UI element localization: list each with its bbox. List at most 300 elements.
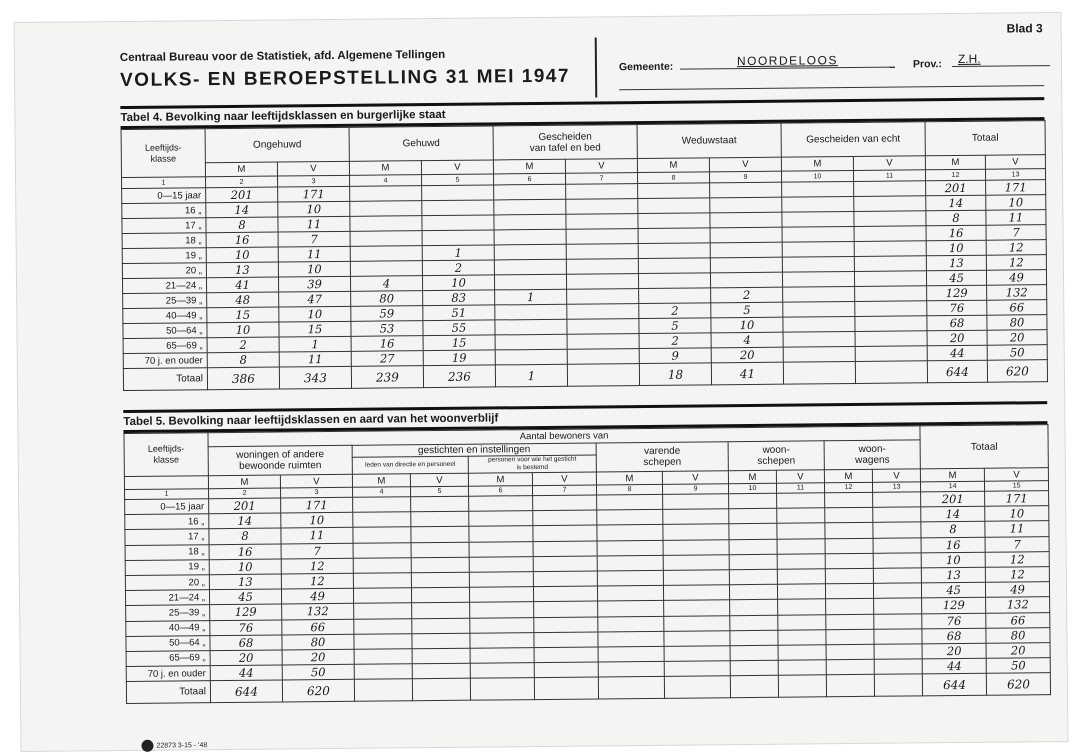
data-cell	[597, 510, 663, 526]
data-cell	[710, 227, 782, 243]
data-cell: 20	[282, 649, 354, 665]
data-cell	[597, 585, 663, 601]
age-class-label: 21—24 „	[125, 590, 209, 606]
data-cell	[854, 241, 926, 257]
data-cell	[854, 196, 926, 212]
data-cell	[534, 632, 598, 648]
table4-title: Tabel 4. Bevolking naar leeftijdsklassen en burgerlijke staat	[120, 108, 446, 125]
province-label: Prov.:	[912, 58, 943, 71]
data-cell: 49	[281, 588, 353, 604]
group-varende: varende schepen	[596, 442, 728, 472]
data-cell: 66	[282, 619, 354, 635]
data-cell: 201	[206, 187, 278, 203]
data-cell	[854, 226, 926, 242]
data-cell	[533, 510, 597, 526]
data-cell: 10	[711, 317, 783, 333]
data-cell: 129	[210, 604, 282, 620]
column-number: 13	[986, 169, 1046, 181]
sex-header: M	[781, 156, 853, 171]
data-cell	[782, 256, 854, 272]
data-cell	[782, 196, 854, 212]
total-cell	[874, 674, 922, 696]
data-cell: 13	[921, 567, 985, 583]
data-cell: 12	[281, 558, 353, 574]
sex-header: V	[709, 157, 781, 172]
column-number: 13	[872, 482, 920, 492]
data-cell: 80	[986, 627, 1050, 643]
sex-header: V	[872, 469, 920, 482]
table5-top-rule	[123, 401, 1047, 413]
data-cell: 45	[922, 582, 986, 598]
total-cell	[783, 361, 855, 384]
column-number: 4	[350, 175, 422, 187]
column-number: 6	[468, 486, 532, 497]
data-cell	[495, 319, 567, 335]
data-cell: 16	[206, 232, 278, 248]
data-cell: 53	[351, 321, 423, 337]
data-cell	[494, 229, 566, 245]
data-cell	[494, 184, 566, 200]
data-cell	[422, 185, 494, 201]
data-cell	[494, 199, 566, 215]
column-number: 14	[921, 481, 985, 492]
data-cell	[469, 587, 533, 603]
data-cell	[597, 540, 663, 556]
group-woonwagens: woon- wagens	[824, 440, 920, 470]
data-cell	[825, 553, 873, 569]
data-cell	[495, 349, 567, 365]
data-cell	[729, 524, 777, 540]
data-cell	[729, 554, 777, 570]
data-cell: 13	[926, 255, 986, 271]
age-class-label: 19 „	[122, 248, 206, 264]
data-cell: 10	[279, 306, 351, 322]
data-cell	[638, 243, 710, 259]
data-cell	[566, 199, 638, 215]
data-cell	[730, 600, 778, 616]
age-class-label: 40—49 „	[123, 308, 207, 324]
data-cell	[597, 525, 663, 541]
data-cell: 132	[986, 597, 1050, 613]
data-cell	[664, 630, 730, 646]
data-cell	[783, 286, 855, 302]
data-cell: 10	[207, 322, 279, 338]
data-cell	[854, 211, 926, 227]
data-cell: 49	[986, 270, 1046, 286]
data-cell	[639, 288, 711, 304]
data-cell: 171	[278, 186, 350, 202]
data-cell	[354, 664, 412, 680]
data-cell: 201	[926, 180, 986, 196]
data-cell: 1	[422, 245, 494, 261]
sex-header: M	[920, 468, 984, 482]
data-cell: 44	[922, 658, 986, 674]
age-header: Leeftijds- klasse	[121, 129, 205, 178]
data-cell: 83	[423, 290, 495, 306]
data-cell	[353, 558, 411, 574]
data-cell	[353, 542, 411, 558]
data-cell	[873, 522, 921, 538]
column-number: 10	[782, 170, 854, 182]
data-cell	[873, 537, 921, 553]
data-cell	[533, 586, 597, 602]
data-cell: 45	[926, 270, 986, 286]
sex-header: M	[208, 475, 280, 489]
data-cell: 16	[209, 544, 281, 560]
data-cell	[854, 256, 926, 272]
age-header: Leeftijds- klasse	[124, 433, 208, 477]
age-class-label: 50—64 „	[126, 635, 210, 651]
data-cell	[873, 553, 921, 569]
data-cell	[353, 573, 411, 589]
data-cell	[663, 570, 729, 586]
data-cell: 20	[986, 642, 1050, 658]
data-cell	[566, 184, 638, 200]
group-header-3: Weduwstaat	[637, 123, 781, 158]
sex-header: M	[205, 162, 277, 177]
sex-header: M	[925, 155, 985, 170]
age-class-label: 16 „	[125, 514, 209, 530]
data-cell: 129	[922, 598, 986, 614]
data-cell	[730, 660, 778, 676]
age-class-label: 0—15 jaar	[122, 188, 206, 204]
data-cell	[598, 661, 664, 677]
data-cell	[598, 631, 664, 647]
data-cell: 20	[711, 347, 783, 363]
data-cell: 2	[639, 333, 711, 349]
data-cell	[873, 568, 921, 584]
data-cell: 76	[922, 613, 986, 629]
column-number: 3	[278, 175, 350, 187]
age-class-label: 65—69 „	[123, 338, 207, 354]
data-cell	[825, 568, 873, 584]
column-number: 12	[926, 169, 986, 181]
data-cell	[778, 599, 826, 615]
data-cell: 10	[278, 201, 350, 217]
agency-name: Centraal Bureau voor de Statistiek, afd. Algemene Tellingen	[119, 48, 446, 65]
age-class-label: 17 „	[125, 529, 209, 545]
data-cell	[411, 511, 469, 527]
top-header: Aantal bewoners van	[208, 426, 920, 447]
table4	[121, 120, 1049, 391]
data-cell	[470, 632, 534, 648]
data-cell	[412, 663, 470, 679]
data-cell	[566, 259, 638, 275]
data-cell	[567, 304, 639, 320]
sex-header: M	[824, 469, 872, 482]
column-number: 1	[122, 177, 206, 189]
data-cell: 20	[987, 330, 1047, 346]
data-cell	[411, 572, 469, 588]
data-cell: 66	[986, 612, 1050, 628]
printer-logo-icon	[141, 740, 153, 752]
column-number: 3	[281, 487, 353, 498]
sex-header: V	[532, 472, 596, 486]
data-cell	[412, 648, 470, 664]
sex-header: V	[984, 468, 1048, 482]
data-cell: 15	[279, 321, 351, 337]
data-cell	[469, 496, 533, 512]
data-cell: 201	[921, 491, 985, 507]
column-number: 9	[662, 484, 728, 495]
data-cell: 80	[987, 315, 1047, 331]
age-class-label: 18 „	[125, 544, 209, 560]
data-cell: 14	[209, 513, 281, 529]
sex-header: V	[853, 156, 925, 171]
total-cell: 644	[922, 673, 986, 696]
data-cell	[874, 629, 922, 645]
data-cell: 51	[423, 305, 495, 321]
data-cell	[494, 259, 566, 275]
age-class-label: 0—15 jaar	[125, 499, 209, 515]
data-cell: 27	[351, 351, 423, 367]
data-cell	[710, 197, 782, 213]
data-cell: 10	[278, 261, 350, 277]
total-cell	[412, 678, 470, 701]
data-cell	[782, 241, 854, 257]
data-cell	[874, 598, 922, 614]
column-number: 8	[596, 484, 662, 495]
group-woningen: woningen of andere bewoonde ruimten	[208, 445, 352, 475]
data-cell	[874, 644, 922, 660]
data-cell: 7	[278, 231, 350, 247]
data-cell: 5	[639, 318, 711, 334]
data-cell	[469, 556, 533, 572]
data-cell: 4	[350, 276, 422, 292]
sex-header: V	[277, 161, 349, 176]
data-cell	[411, 527, 469, 543]
total-cell: 644	[927, 360, 987, 383]
data-cell: 11	[281, 528, 353, 544]
total-cell: 620	[986, 673, 1050, 696]
data-cell	[566, 244, 638, 260]
total-cell	[567, 364, 639, 387]
data-cell: 201	[209, 498, 281, 514]
data-cell: 50	[282, 664, 354, 680]
data-cell	[826, 644, 874, 660]
data-cell	[411, 557, 469, 573]
data-cell: 66	[987, 300, 1047, 316]
data-cell: 171	[281, 497, 353, 513]
data-cell: 20	[210, 650, 282, 666]
data-cell	[567, 349, 639, 365]
age-class-label: 25—39 „	[126, 605, 210, 621]
sheet-number: Blad 3	[1006, 21, 1043, 36]
group-gestichten: gestichten en instellingen	[352, 443, 596, 457]
data-cell	[598, 601, 664, 617]
data-cell	[350, 231, 422, 247]
group-header-2: Gescheiden van tafel en bed	[493, 125, 637, 160]
age-class-label: 65—69 „	[126, 651, 210, 667]
data-cell	[778, 614, 826, 630]
data-cell	[710, 242, 782, 258]
column-number: 7	[532, 485, 596, 496]
age-class-label: 20 „	[125, 575, 209, 591]
data-cell	[470, 663, 534, 679]
data-cell	[783, 346, 855, 362]
age-class-label: 16 „	[122, 203, 206, 219]
data-cell	[777, 508, 825, 524]
total-cell	[826, 675, 874, 697]
column-number: 15	[985, 481, 1049, 492]
data-cell: 10	[206, 247, 278, 263]
data-cell	[663, 539, 729, 555]
age-class-label: 21—24 „	[122, 278, 206, 294]
column-number: 9	[710, 171, 782, 183]
data-cell	[873, 507, 921, 523]
data-cell	[470, 617, 534, 633]
sex-header: V	[776, 470, 824, 483]
data-cell	[873, 492, 921, 508]
data-cell	[353, 512, 411, 528]
data-cell	[470, 602, 534, 618]
data-cell: 55	[423, 320, 495, 336]
data-cell	[350, 201, 422, 217]
data-cell	[470, 647, 534, 663]
data-cell: 48	[207, 292, 279, 308]
form-code: 22873 3-15 - '48	[156, 742, 208, 750]
data-cell	[638, 198, 710, 214]
data-cell	[350, 216, 422, 232]
data-cell	[730, 630, 778, 646]
data-cell: 2	[639, 303, 711, 319]
total-cell: 644	[210, 680, 282, 703]
gemeente-value: NOORDELOOS	[680, 53, 895, 70]
total-cell	[664, 676, 730, 699]
column-number: 8	[638, 172, 710, 184]
data-cell	[778, 660, 826, 676]
data-cell	[710, 257, 782, 273]
data-cell: 41	[206, 277, 278, 293]
data-cell: 10	[422, 275, 494, 291]
data-cell	[663, 494, 729, 510]
group-gestichten-staff: leden van directie en personeel	[352, 456, 468, 474]
data-cell	[469, 511, 533, 527]
data-cell	[777, 569, 825, 585]
data-cell	[729, 493, 777, 509]
data-cell	[664, 661, 730, 677]
total-cell: 18	[639, 363, 711, 386]
header-line	[619, 85, 1044, 90]
data-cell	[494, 244, 566, 260]
data-cell	[777, 523, 825, 539]
data-cell	[783, 331, 855, 347]
data-cell	[533, 541, 597, 557]
data-cell	[729, 508, 777, 524]
age-class-label: 19 „	[125, 559, 209, 575]
group-header-1: Gehuwd	[349, 126, 493, 161]
data-cell	[494, 214, 566, 230]
data-cell	[353, 497, 411, 513]
column-number: 12	[824, 482, 872, 492]
total-cell	[778, 675, 826, 697]
data-cell: 68	[210, 635, 282, 651]
data-cell	[663, 554, 729, 570]
data-cell	[874, 659, 922, 675]
data-cell	[350, 246, 422, 262]
data-cell	[664, 615, 730, 631]
data-cell	[638, 273, 710, 289]
data-cell: 8	[926, 210, 986, 226]
data-cell	[597, 570, 663, 586]
data-cell: 15	[207, 307, 279, 323]
data-cell	[567, 289, 639, 305]
data-cell	[534, 616, 598, 632]
column-number: 11	[776, 483, 824, 493]
age-header-spacer	[124, 476, 208, 490]
data-cell	[825, 538, 873, 554]
data-cell	[782, 271, 854, 287]
data-cell	[597, 555, 663, 571]
data-cell	[710, 182, 782, 198]
data-cell	[411, 542, 469, 558]
data-cell	[412, 618, 470, 634]
data-cell: 80	[282, 634, 354, 650]
data-cell	[567, 319, 639, 335]
total-cell	[598, 677, 664, 700]
data-cell	[566, 229, 638, 245]
data-cell: 50	[986, 658, 1050, 674]
data-cell: 129	[927, 285, 987, 301]
data-cell	[566, 214, 638, 230]
data-cell: 12	[986, 255, 1046, 271]
table4-top-rule	[120, 97, 1044, 109]
data-cell: 8	[207, 352, 279, 368]
group-gestichten-residents: personen voor wie het gesticht is bestemd	[468, 455, 596, 473]
data-cell	[350, 186, 422, 202]
data-cell	[354, 649, 412, 665]
age-class-label: 18 „	[122, 233, 206, 249]
total-cell: 41	[711, 362, 783, 385]
data-cell: 14	[926, 195, 986, 211]
data-cell: 49	[986, 582, 1050, 598]
data-cell	[710, 272, 782, 288]
column-number: 11	[853, 170, 925, 182]
data-cell	[534, 601, 598, 617]
column-number: 7	[565, 173, 637, 185]
data-cell	[422, 200, 494, 216]
total-cell	[730, 675, 778, 697]
data-cell	[533, 495, 597, 511]
data-cell	[638, 258, 710, 274]
data-cell	[826, 659, 874, 675]
table5	[123, 424, 1051, 704]
total-cell: 620	[282, 680, 354, 703]
data-cell: 12	[986, 240, 1046, 256]
data-cell	[469, 526, 533, 542]
data-cell: 14	[921, 506, 985, 522]
total-label: Totaal	[123, 368, 207, 391]
data-cell	[855, 286, 927, 302]
data-cell: 19	[423, 350, 495, 366]
data-cell	[854, 181, 926, 197]
data-cell: 10	[985, 506, 1049, 522]
group-header-0: Ongehuwd	[205, 127, 349, 162]
data-cell: 16	[926, 225, 986, 241]
column-number: 1	[125, 489, 209, 500]
data-cell	[469, 572, 533, 588]
data-cell: 45	[209, 589, 281, 605]
total-cell	[354, 679, 412, 702]
data-cell: 5	[711, 302, 783, 318]
data-cell	[826, 599, 874, 615]
data-cell	[533, 525, 597, 541]
data-cell	[663, 509, 729, 525]
age-class-label: 70 j. en ouder	[126, 666, 210, 682]
data-cell	[874, 613, 922, 629]
data-cell: 1	[495, 289, 567, 305]
data-cell: 11	[985, 521, 1049, 537]
